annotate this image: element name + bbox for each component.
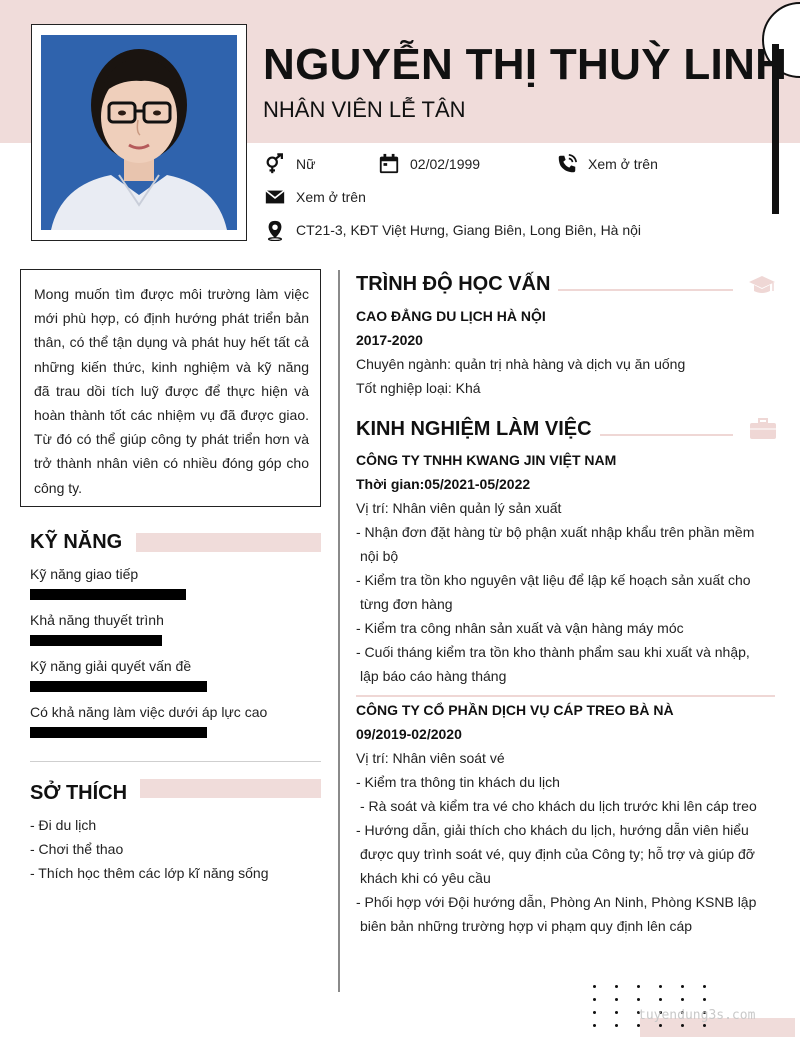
decor-dot [659, 985, 662, 988]
job-duty-line: biên bản những trường hợp vi phạm quy định lên cáp [360, 918, 693, 934]
location-pin-icon [264, 219, 286, 241]
decor-dot [615, 998, 618, 1001]
education-grade: Tốt nghiệp loại: Khá [356, 380, 481, 396]
decor-dot [637, 985, 640, 988]
job-position: Vị trí: Nhân viên quản lý sản xuất [356, 500, 562, 516]
decor-dot [593, 1011, 596, 1014]
job-duty-line: lập báo cáo hàng tháng [360, 668, 507, 684]
decor-dot [703, 1024, 706, 1027]
education-title: TRÌNH ĐỘ HỌC VẤN [356, 273, 551, 295]
job-duty-line: - Phối hợp với Đội hướng dẫn, Phòng An Ninh, Phòng KSNB lập [356, 894, 757, 910]
job-duty-line: - Kiểm tra tồn kho nguyên vật liệu để lập kế hoạch sản xuất cho [356, 572, 751, 588]
decor-dot [659, 1024, 662, 1027]
experience-title-line [600, 434, 733, 436]
decor-dot [637, 1024, 640, 1027]
decor-dot [593, 1024, 596, 1027]
decor-dot [615, 1011, 618, 1014]
candidate-name: NGUYỄN THỊ THUỲ LINH [263, 40, 788, 89]
birthdate-info [378, 153, 480, 175]
decor-dot [681, 1024, 684, 1027]
education-school: CAO ĐẲNG DU LỊCH HÀ NỘI [356, 308, 546, 324]
address-value: CT21-3, KĐT Việt Hưng, Giang Biên, Long Biên, Hà nội [296, 222, 642, 238]
left-divider [30, 761, 321, 762]
hobby-item: - Thích học thêm các lớp kĩ năng sống [30, 865, 269, 881]
profile-photo [41, 35, 237, 230]
envelope-icon [264, 186, 286, 208]
address-info [264, 219, 641, 241]
decor-dot [615, 1024, 618, 1027]
career-objective: Mong muốn tìm được môi trường làm việc mới phù hợp, có định hướng phát triển bản thân, có thể tận dụng và phát huy hết tất cả những kiến thức, kinh nghiệm và kỹ năng đã trau dồi tích luỹ được để thực hiện và hoàn thành tốt các nhiệm vụ đã được giao. Từ đó có thể giúp công ty phát triển hơn và trở thành nhân viên có nhiều đóng góp cho công ty. [20, 269, 321, 507]
skill-bar [30, 589, 186, 600]
job-position: Vị trí: Nhân viên soát vé [356, 750, 505, 766]
job-duty-line: - Kiểm tra thông tin khách du lịch [356, 774, 560, 790]
decor-dot [593, 998, 596, 1001]
hobby-item: - Đi du lịch [30, 817, 97, 833]
job-duty-line: - Kiểm tra công nhân sản xuất và vận hàng máy móc [356, 620, 684, 636]
education-title-line [558, 289, 733, 291]
skill-label: Kỹ năng giải quyết vấn đề [30, 658, 192, 674]
job-company: CÔNG TY CỔ PHẦN DỊCH VỤ CÁP TREO BÀ NÀ [356, 702, 674, 718]
email-value: Xem ở trên [296, 189, 366, 205]
column-divider [338, 270, 340, 992]
skills-title: KỸ NĂNG [30, 531, 123, 553]
phone-info [556, 153, 658, 175]
job-company: CÔNG TY TNHH KWANG JIN VIỆT NAM [356, 452, 617, 468]
experience-title: KINH NGHIỆM LÀM VIỆC [356, 418, 592, 440]
decor-dot [637, 998, 640, 1001]
birthdate-value: 02/02/1999 [410, 156, 481, 172]
calendar-icon [378, 153, 400, 175]
job-duty-line: - Hướng dẫn, giải thích cho khách du lịch, hướng dẫn viên hiểu [356, 822, 749, 838]
phone-value: Xem ở trên [588, 156, 658, 172]
hobby-item: - Chơi thể thao [30, 841, 124, 857]
job-duty-line: được quy trình soát vé, quy định của Công ty; hỗ trợ và giúp đỡ [360, 846, 755, 862]
email-info [264, 186, 366, 208]
decor-dot [681, 998, 684, 1001]
hobbies-title: SỞ THÍCH [30, 782, 128, 804]
job-separator [356, 695, 775, 697]
job-duty-line: khách khi có yêu cầu [360, 870, 491, 886]
job-title: NHÂN VIÊN LỄ TÂN [263, 97, 466, 122]
decor-dot [703, 985, 706, 988]
decor-dot [593, 985, 596, 988]
skill-bar [30, 635, 162, 646]
briefcase-icon [749, 418, 777, 440]
gender-info [264, 153, 315, 175]
graduation-cap-icon [748, 274, 776, 296]
job-duty-line: - Cuối tháng kiểm tra tồn kho thành phẩm sau khi xuất và nhập, [356, 644, 750, 660]
skills-title-bar [136, 533, 321, 552]
job-period: Thời gian:05/2021-05/2022 [356, 476, 531, 492]
phone-icon [556, 153, 578, 175]
decor-dot [659, 998, 662, 1001]
job-duty-line: - Nhận đơn đặt hàng từ bộ phận xuất nhập khẩu trên phần mềm [356, 524, 755, 540]
job-period: 09/2019-02/2020 [356, 726, 462, 742]
decor-dot [703, 998, 706, 1001]
watermark-text: tuyendung3s.com [638, 1008, 756, 1023]
decor-dot [615, 985, 618, 988]
gender-icon [264, 153, 286, 175]
hobbies-title-bar [140, 779, 321, 798]
skill-bar [30, 681, 207, 692]
skill-bar [30, 727, 207, 738]
gender-value: Nữ [296, 156, 316, 172]
skill-label: Kỹ năng giao tiếp [30, 566, 139, 582]
skill-label: Có khả năng làm việc dưới áp lực cao [30, 704, 268, 720]
decor-dot [681, 985, 684, 988]
portrait-illustration [41, 35, 237, 230]
job-duty-line: - Rà soát và kiểm tra vé cho khách du lịch trước khi lên cáp treo [360, 798, 757, 814]
education-major: Chuyên ngành: quản trị nhà hàng và dịch vụ ăn uống [356, 356, 686, 372]
education-period: 2017-2020 [356, 332, 423, 348]
job-duty-line: từng đơn hàng [360, 596, 453, 612]
job-duty-line: nội bộ [360, 548, 399, 564]
skill-label: Khả năng thuyết trình [30, 612, 164, 628]
